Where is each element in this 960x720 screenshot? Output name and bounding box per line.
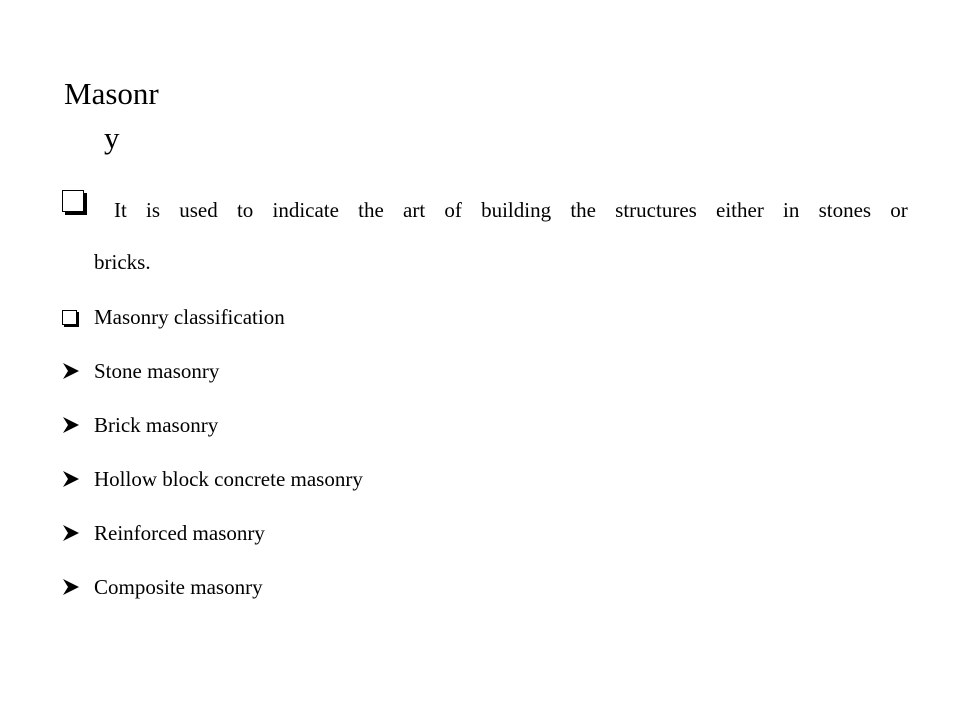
list-item-label: Reinforced masonry [94, 521, 265, 545]
hollow-square-bullet-icon [62, 310, 77, 325]
list-item-label: Hollow block concrete masonry [94, 467, 363, 491]
lead-word: art [403, 198, 426, 222]
arrowhead-bullet-icon [62, 416, 80, 434]
arrowhead-bullet-icon [62, 362, 80, 380]
lead-line-1 [114, 198, 908, 222]
lead-line-2: bricks. [94, 250, 151, 274]
hollow-square-bullet-icon [62, 190, 84, 212]
slide-title: Masonr [64, 76, 159, 111]
lead-word: to [236, 198, 254, 222]
lead-word: or [890, 198, 908, 222]
lead-word: in [783, 198, 800, 222]
lead-word: the [570, 198, 596, 222]
lead-word: building [481, 198, 552, 222]
arrowhead-bullet-icon [62, 470, 80, 488]
lead-word: is [146, 198, 161, 222]
lead-word: stones [818, 198, 872, 222]
lead-word: It [114, 198, 127, 222]
lead-word: indicate [272, 198, 339, 222]
arrowhead-bullet-icon [62, 524, 80, 542]
lead-word: the [358, 198, 384, 222]
arrowhead-bullet-icon [62, 578, 80, 596]
slide-title-wrap: y [104, 120, 120, 155]
lead-word: structures [615, 198, 697, 222]
lead-word: of [444, 198, 462, 222]
classification-heading-label: Masonry classification [94, 305, 285, 329]
lead-word: used [179, 198, 218, 222]
list-item-label: Brick masonry [94, 413, 219, 437]
lead-word: either [716, 198, 764, 222]
list-item-label: Stone masonry [94, 359, 220, 383]
list-item-label: Composite masonry [94, 575, 263, 599]
